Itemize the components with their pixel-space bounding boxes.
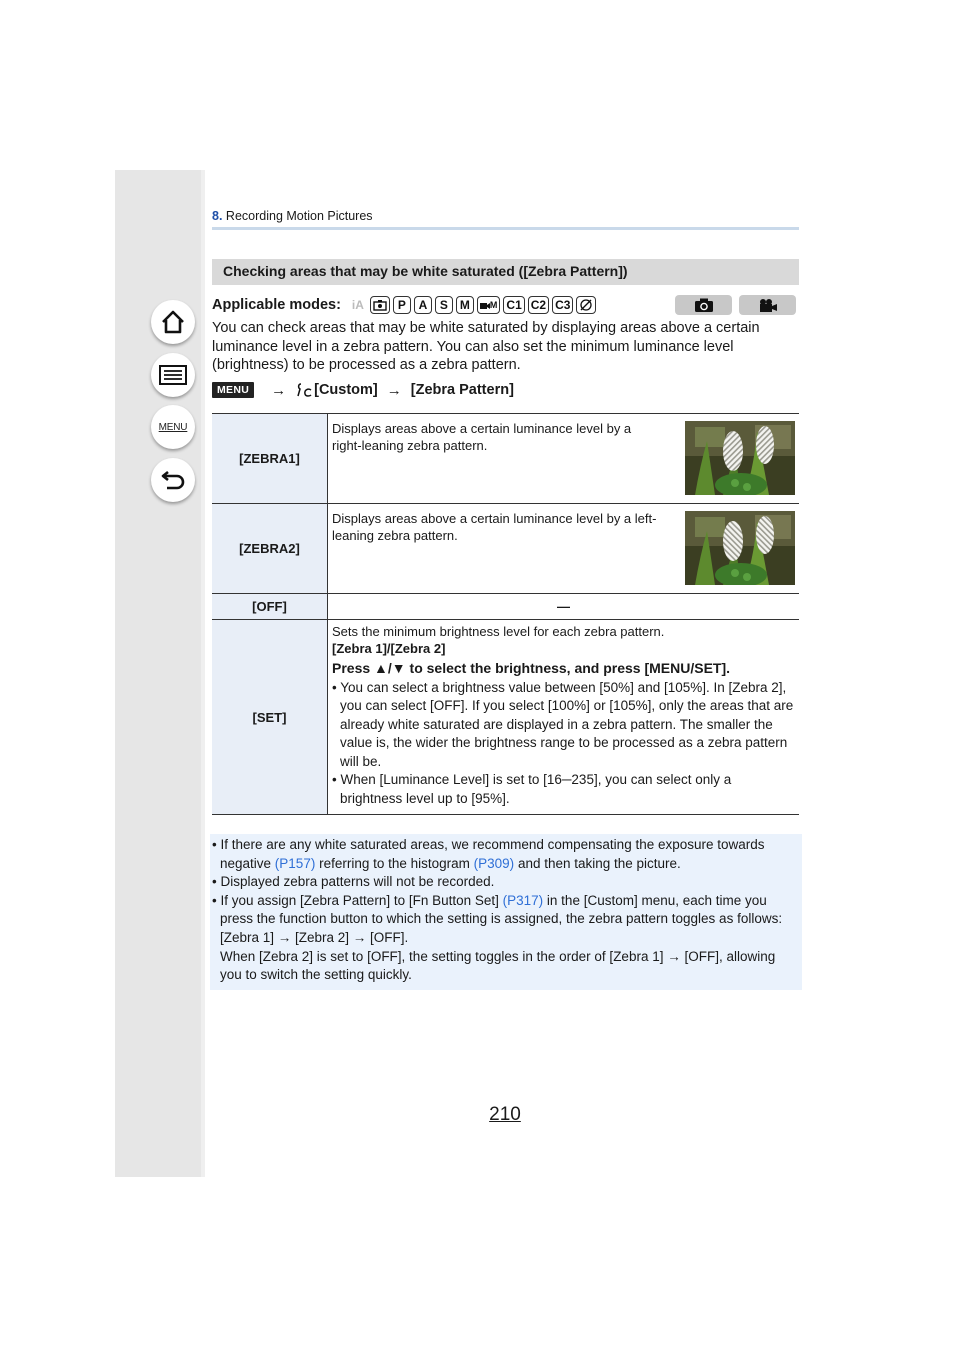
zebra2-description: Displays areas above a certain luminance level by a left-leaning zebra pattern. — [332, 511, 657, 543]
video-mode-tab[interactable] — [739, 295, 796, 315]
path-arrow: → — [271, 381, 287, 399]
path-custom: [Custom] — [314, 382, 378, 398]
mode-creative-icon — [576, 296, 596, 314]
mode-c2-icon: C2 — [528, 296, 549, 314]
path-arrow-2: → — [386, 381, 402, 399]
note-3-text-a: If you assign [Zebra Pattern] to [Fn Button Set] — [220, 892, 503, 908]
row-label-off: [OFF] — [212, 594, 328, 620]
mode-m-icon: M — [456, 296, 474, 314]
intro-text: You can check areas that may be white saturated by displaying areas above a certain luminance level in a zebra pattern. You can also set the minimum luminance level (brightness) to be processed as a zebra pattern. — [212, 320, 760, 374]
back-button[interactable] — [151, 458, 195, 502]
custom-menu-icon — [295, 382, 313, 398]
mode-ia-icon: iA — [349, 296, 367, 314]
row-label-set: [SET] — [212, 620, 328, 815]
mode-p-icon: P — [393, 296, 411, 314]
note-1-text-c: and then taking the picture. — [514, 855, 681, 871]
note-item: • If you assign [Zebra Pattern] to [Fn Button Set] (P317) in the [Custom] menu, each time you press the function button to which the setting is assigned, the zebra pattern toggles as follows: [Zebra 1] → [Zebra 2] → [OFF]. — [212, 892, 783, 945]
note-item: • Displayed zebra patterns will not be recorded. — [212, 874, 495, 890]
mode-movie-m-icon: M — [477, 296, 501, 314]
row-label-zebra1: [ZEBRA1] — [212, 414, 328, 504]
section-title: Checking areas that may be white saturated ([Zebra Pattern]) — [212, 259, 799, 285]
home-icon — [159, 308, 187, 336]
zebra1-description: Displays areas above a certain luminance level by a right-leaning zebra pattern. — [332, 421, 632, 453]
list-item: • You can select a brightness value between [50%] and [105%]. In [Zebra 2], you can select [OFF]. If you select [100%] or [105%], only the areas that are already white saturated are displayed in a zebra pattern. The smaller the value is, the wider the brightness range to be processed as a zebra pattern will be. — [332, 679, 794, 769]
row-label-zebra2: [ZEBRA2] — [212, 504, 328, 594]
row-cell-set — [328, 620, 800, 815]
mode-a-icon: A — [414, 296, 432, 314]
mode-c1-icon: C1 — [503, 296, 524, 314]
zebra1-sample-image — [685, 421, 795, 495]
link-p157[interactable]: (P157) — [274, 855, 316, 871]
modes-label: Applicable modes: — [212, 297, 341, 313]
off-dash: — — [557, 599, 570, 614]
link-p317[interactable]: (P317) — [502, 892, 544, 908]
table-row — [212, 504, 799, 594]
set-bullet-1: You can select a brightness value between [50%] and [105%]. In [Zebra 2], you can select [OFF]. If you select [100%] or [105%], only the areas that are already white saturated are displayed in a zebra pattern. The smaller the value is, the wider the brightness range to be processed as a zebra pattern will be. — [340, 679, 794, 769]
notes-box — [210, 834, 802, 990]
mode-c3-icon: C3 — [552, 296, 573, 314]
mode-s-icon: S — [435, 296, 453, 314]
contents-button[interactable] — [151, 353, 195, 397]
row-cell-zebra2 — [328, 504, 800, 594]
set-bullets — [332, 679, 795, 809]
chapter-divider — [212, 227, 799, 230]
row-cell-off — [328, 594, 800, 620]
mode-ia-plus-icon — [370, 296, 390, 314]
set-line-1: Sets the minimum brightness level for each zebra pattern. — [332, 624, 665, 639]
applicable-modes — [212, 294, 599, 316]
camera-icon — [694, 298, 714, 313]
note-2-text: Displayed zebra patterns will not be recorded. — [220, 874, 495, 890]
table-row — [212, 414, 799, 504]
sidebar-edge — [201, 170, 205, 1177]
link-p309[interactable]: (P309) — [473, 855, 515, 871]
photo-mode-tab[interactable] — [675, 295, 732, 315]
settings-table — [212, 413, 799, 815]
menu-path — [212, 380, 514, 400]
home-button[interactable] — [151, 300, 195, 344]
row-cell-zebra1 — [328, 414, 800, 504]
video-camera-icon — [758, 298, 778, 313]
zebra2-sample-image — [685, 511, 795, 585]
note-1-text-a: If there are any white saturated areas, we recommend compensating the exposure towards negative — [220, 837, 765, 871]
chapter-heading — [212, 209, 373, 223]
list-item: • When [Luminance Level] is set to [16─235], you can select only a brightness level up to [95%]. — [332, 772, 732, 806]
note-3-continuation: When [Zebra 2] is set to [OFF], the setting toggles in the order of [Zebra 1] → [OFF], allowing you to switch the setting quickly. — [220, 948, 776, 983]
set-line-3: Press ▲/▼ to select the brightness, and press [MENU/SET]. — [332, 660, 731, 676]
note-3-text-b: in the [Custom] menu, each time you press the function button to which the setting is assigned, the zebra pattern toggles as follows: [Zebra 1] → [Zebra 2] → [OFF]. — [220, 892, 783, 945]
chapter-title: Recording Motion Pictures — [225, 209, 373, 223]
page-number: 210 — [489, 1104, 521, 1125]
chapter-number: 8. — [212, 209, 223, 223]
set-bullet-2: When [Luminance Level] is set to [16─235], you can select only a brightness level up to [95%]. — [340, 772, 732, 806]
table-row — [212, 594, 799, 620]
note-item: • If there are any white saturated areas, we recommend compensating the exposure towards negative (P157) referring to the histogram (P309) and then taking the picture. — [212, 837, 765, 871]
menu-badge: MENU — [212, 382, 254, 398]
set-line-2: [Zebra 1]/[Zebra 2] — [332, 640, 446, 656]
path-zebra-pattern: [Zebra Pattern] — [410, 382, 514, 398]
list-icon — [158, 363, 188, 387]
back-arrow-icon — [159, 466, 187, 494]
table-row — [212, 620, 799, 815]
menu-label: MENU — [158, 421, 188, 433]
menu-button[interactable] — [151, 405, 195, 449]
note-1-text-b: referring to the histogram — [315, 855, 474, 871]
